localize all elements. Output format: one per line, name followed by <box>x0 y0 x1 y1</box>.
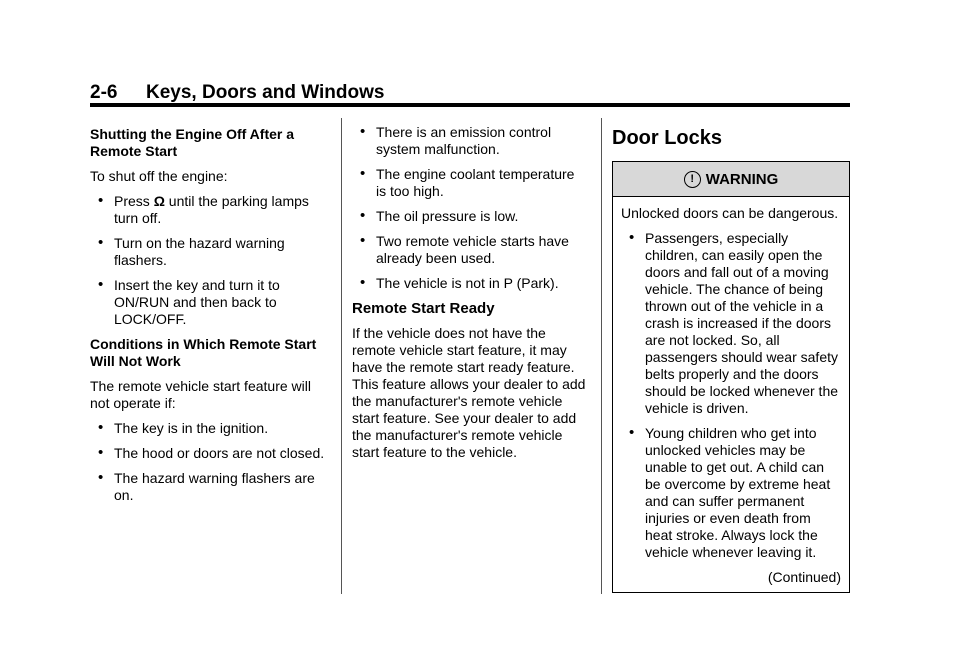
conditions-list-2 <box>352 124 588 292</box>
header-rule <box>90 103 850 107</box>
list-item: • The vehicle is not in P (Park). <box>360 274 559 291</box>
list-item: • The hood or doors are not closed. <box>98 444 325 461</box>
warning-intro: Unlocked doors can be dangerous. <box>621 205 839 221</box>
warning-icon: ! <box>684 171 701 188</box>
list-item: • There is an emission control system malfunction. <box>360 123 552 157</box>
bullet-icon: • <box>98 276 104 293</box>
bullet-icon: • <box>98 444 104 461</box>
bullet-icon: • <box>98 419 104 436</box>
conditions-list-1 <box>90 420 328 504</box>
list-item: • Two remote vehicle starts have already been used. <box>360 232 569 266</box>
warning-title: WARNING <box>705 170 779 188</box>
heading-door-locks: Door Locks <box>612 127 723 149</box>
bullet-icon: • <box>98 469 104 486</box>
column-divider-2 <box>601 118 602 594</box>
page-header <box>90 78 850 104</box>
list-item: • Press Ω until the parking lamps turn off. <box>98 192 309 226</box>
section-title: Keys, Doors and Windows <box>146 82 385 103</box>
bullet-icon: • <box>360 232 366 249</box>
column-1 <box>90 126 328 512</box>
bullet-icon: • <box>98 234 104 251</box>
warning-body <box>613 197 849 592</box>
column-2 <box>352 124 588 469</box>
warning-header <box>613 162 849 197</box>
shut-off-steps <box>90 193 328 328</box>
bullet-icon: • <box>360 165 366 182</box>
bullet-icon: • <box>629 424 635 441</box>
list-item: • The key is in the ignition. <box>98 419 269 436</box>
list-item: • Insert the key and turn it to ON/RUN and then back to LOCK/OFF. <box>98 276 280 327</box>
list-item: • Turn on the hazard warning flashers. <box>98 234 285 268</box>
column-divider-1 <box>341 118 342 594</box>
list-item: • The oil pressure is low. <box>360 207 519 224</box>
list-item: • Young children who get into unlocked vehicles may be unable to get out. A child can be overcome by extreme heat and can suffer permanent injuries or even death from heat stroke. Always lock the vehicle whenever leaving it. <box>629 424 831 560</box>
column-3 <box>612 124 850 593</box>
list-item: • The hazard warning flashers are on. <box>98 469 315 503</box>
remote-start-ready-text: If the vehicle does not have the remote vehicle start feature, it may have the remote start ready feature. This feature allows your dealer to add the manufacturer's remote vehicle start feature. See your dealer to add the manufacturer's remote vehicle start feature to the vehicle. <box>352 325 586 460</box>
bullet-icon: • <box>98 192 104 209</box>
continued-label: (Continued) <box>767 569 841 585</box>
shut-off-intro: To shut off the engine: <box>90 168 228 184</box>
list-item: • Passengers, especially children, can easily open the doors and fall out of a moving vehicle. The chance of being thrown out of the vehicle in a crash is increased if the doors are not locked. So, all passengers should wear safety belts properly and the doors should be locked whenever the vehicle is driven. <box>629 229 839 416</box>
warning-box <box>612 161 850 593</box>
page-number: 2-6 <box>90 82 118 103</box>
bullet-icon: • <box>360 274 366 291</box>
remote-start-icon: Ω <box>153 193 165 209</box>
bullet-icon: • <box>629 229 635 246</box>
list-item: • The engine coolant temperature is too high. <box>360 165 575 199</box>
heading-shutting-engine-off: Shutting the Engine Off After a Remote Start <box>90 126 295 159</box>
bullet-icon: • <box>360 123 366 140</box>
bullet-icon: • <box>360 207 366 224</box>
warning-list <box>621 230 841 561</box>
conditions-intro: The remote vehicle start feature will not operate if: <box>90 378 311 411</box>
heading-conditions: Conditions in Which Remote Start Will Not Work <box>90 336 317 369</box>
heading-remote-start-ready: Remote Start Ready <box>352 300 495 317</box>
